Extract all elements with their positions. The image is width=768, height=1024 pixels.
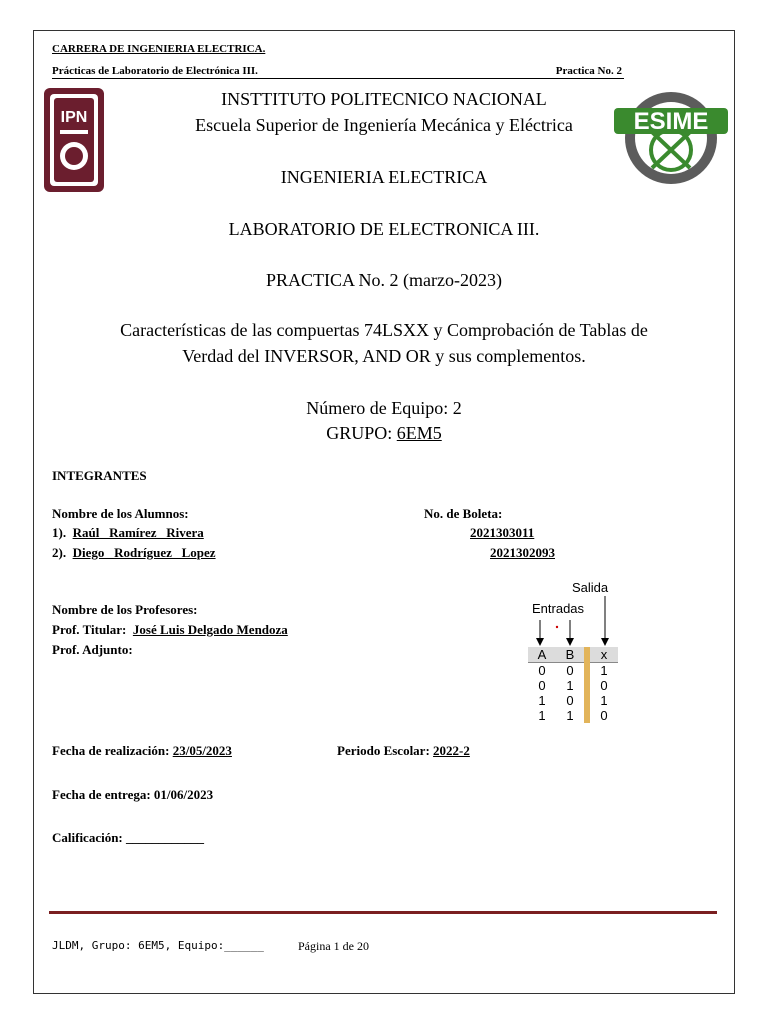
practice-number-header: Practica No. 2	[555, 65, 622, 77]
subject-line-2: Verdad del INVERSOR, AND OR y sus complementos.	[182, 346, 586, 366]
team-number: Número de Equipo: 2	[306, 398, 462, 418]
grade-row	[52, 830, 204, 846]
cell-a: 1	[538, 708, 546, 723]
header-x: x	[587, 647, 618, 663]
esime-logo-text: ESIME	[633, 108, 709, 135]
period-label: Periodo Escolar:	[337, 743, 430, 758]
inputs-label: Entradas	[532, 601, 585, 616]
table-header-row	[528, 647, 618, 663]
cell-x: 0	[587, 708, 618, 723]
course-header: Prácticas de Laboratorio de Electrónica III.	[52, 65, 258, 77]
career-header: CARRERA DE INGENIERIA ELECTRICA.	[52, 43, 266, 55]
table-row	[528, 678, 618, 693]
program-title: INGENIERIA ELECTRICA	[280, 167, 488, 187]
truth-table	[528, 647, 618, 723]
professors-heading: Nombre de los Profesores:	[52, 602, 198, 617]
group-line	[33, 423, 735, 444]
institution-name: INSTTITUTO POLITECNICO NACIONAL	[221, 89, 547, 109]
student-row-1	[52, 525, 204, 541]
realization-row	[52, 743, 232, 759]
grade-label: Calificación:	[52, 830, 123, 845]
period-row	[337, 743, 470, 759]
adjunto-label: Prof. Adjunto:	[52, 642, 133, 657]
page-label: Página	[298, 939, 331, 953]
cell-b: 1	[566, 708, 574, 723]
of-label: de	[342, 939, 354, 953]
school-name: Escuela Superior de Ingeniería Mecánica y Eléctrica	[195, 115, 573, 135]
footer-rule	[49, 911, 717, 914]
cell-a: 1	[538, 693, 546, 708]
lab-title: LABORATORIO DE ELECTRONICA III.	[228, 219, 540, 239]
footer-left: JLDM, Grupo: 6EM5, Equipo:______	[52, 939, 264, 952]
student-index: 2).	[52, 545, 67, 560]
cell-x: 1	[587, 663, 618, 679]
group-label: GRUPO:	[326, 423, 397, 443]
cell-b: 0	[566, 693, 574, 708]
group-value: 6EM5	[396, 423, 442, 443]
course-header-row	[52, 65, 624, 79]
titular-row	[52, 622, 288, 638]
page-total: 20	[357, 939, 369, 953]
cell-a: 0	[538, 663, 546, 678]
titular-label: Prof. Titular:	[52, 622, 127, 637]
ipn-logo-text: IPN	[60, 109, 88, 126]
cell-x: 0	[587, 678, 618, 693]
realization-label: Fecha de realización:	[52, 743, 170, 758]
student-name: Raúl Ramírez Rivera	[72, 525, 204, 540]
cell-x: 1	[587, 693, 618, 708]
table-row	[528, 708, 618, 723]
delivery-date: Fecha de entrega: 01/06/2023	[52, 787, 214, 802]
cell-b: 1	[566, 678, 574, 693]
table-row	[528, 663, 618, 679]
period-value: 2022-2	[433, 743, 470, 758]
arrows	[524, 580, 624, 650]
student-name: Diego Rodríguez Lopez	[72, 545, 216, 560]
student-boleta-2: 2021302093	[490, 545, 555, 560]
boleta-label: No. de Boleta:	[424, 506, 503, 521]
student-row-2	[52, 545, 216, 561]
subject-line-1: Características de las compuertas 74LSXX y Comprobación de Tablas de	[120, 320, 648, 340]
members-heading: INTEGRANTES	[52, 468, 147, 483]
page-number: 1	[333, 939, 340, 953]
header-b: B	[556, 647, 587, 663]
footer-page	[298, 939, 369, 954]
grade-blank: ____________	[126, 830, 205, 845]
titular-name: José Luis Delgado Mendoza	[132, 622, 288, 637]
table-row	[528, 693, 618, 708]
header-a: A	[528, 647, 556, 663]
realization-date: 23/05/2023	[172, 743, 232, 758]
practice-title: PRACTICA No. 2 (marzo-2023)	[266, 270, 502, 290]
cell-b: 0	[566, 663, 574, 678]
truth-table-figure	[524, 580, 624, 740]
student-index: 1).	[52, 525, 67, 540]
cell-a: 0	[538, 678, 546, 693]
student-boleta-1: 2021303011	[470, 525, 535, 540]
students-label: Nombre de los Alumnos:	[52, 506, 189, 521]
output-label: Salida	[572, 580, 609, 595]
